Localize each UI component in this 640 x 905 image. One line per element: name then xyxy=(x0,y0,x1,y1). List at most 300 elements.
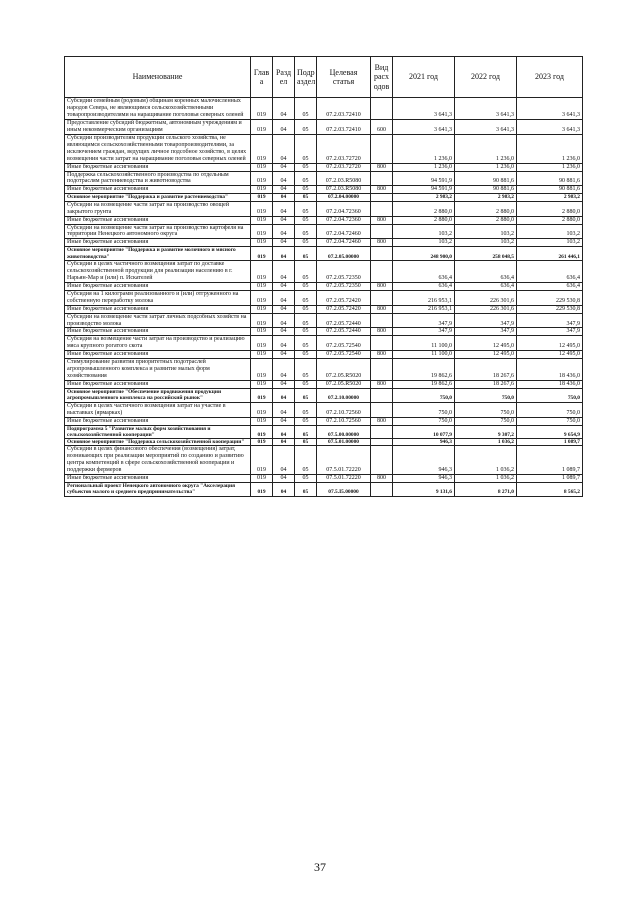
row-razdel: 04 xyxy=(273,163,295,171)
row-value-2022: 2 880,0 xyxy=(455,216,517,224)
row-target: 07.2.05.72540 xyxy=(317,351,371,359)
row-target: 07.2.10.00000 xyxy=(317,389,371,403)
row-razdel: 04 xyxy=(273,402,295,417)
row-glava: 019 xyxy=(251,119,273,134)
table-row xyxy=(65,163,583,171)
row-vid: 800 xyxy=(371,305,393,313)
row-value-2022: 90 881,6 xyxy=(455,186,517,194)
row-value-2023: 18 436,0 xyxy=(517,359,583,381)
row-razdel: 04 xyxy=(273,417,295,425)
row-target: 07.5.I5.00000 xyxy=(317,483,371,497)
row-glava: 019 xyxy=(251,186,273,194)
row-target: 07.2.05.R5020 xyxy=(317,381,371,389)
row-glava: 019 xyxy=(251,381,273,389)
row-vid: 800 xyxy=(371,351,393,359)
row-glava: 019 xyxy=(251,134,273,163)
row-value-2021: 946,3 xyxy=(393,439,455,446)
row-podrazdel: 05 xyxy=(295,425,317,439)
row-podrazdel: 05 xyxy=(295,260,317,282)
row-glava: 019 xyxy=(251,305,273,313)
row-glava: 019 xyxy=(251,328,273,336)
row-value-2021: 347,9 xyxy=(393,328,455,336)
row-name: Субсидии в целях частичного возмещения затрат по доставке сельскохозяйственной продукции для реализации населению в г. Нарьян-Мар и (или) п. Искателей xyxy=(65,260,251,282)
table-row xyxy=(65,201,583,216)
header-target: Целевая статья xyxy=(317,57,371,98)
row-name: Стимулирование развития приоритетных подотраслей агропромышленного комплекса и развитие малых форм хозяйствования xyxy=(65,359,251,381)
row-podrazdel: 05 xyxy=(295,239,317,247)
table-row xyxy=(65,313,583,328)
row-value-2022: 750,0 xyxy=(455,389,517,403)
row-podrazdel: 05 xyxy=(295,313,317,328)
table-row xyxy=(65,402,583,417)
header-2022: 2022 год xyxy=(455,57,517,98)
row-value-2021: 2 880,0 xyxy=(393,201,455,216)
row-glava: 019 xyxy=(251,201,273,216)
row-glava: 019 xyxy=(251,336,273,351)
row-name: Субсидии на возмещение части затрат на производство овощей закрытого грунта xyxy=(65,201,251,216)
row-vid xyxy=(371,336,393,351)
row-value-2021: 3 641,3 xyxy=(393,119,455,134)
row-podrazdel: 05 xyxy=(295,171,317,186)
row-value-2022: 12 495,0 xyxy=(455,351,517,359)
table-row xyxy=(65,224,583,239)
row-value-2023: 90 881,6 xyxy=(517,171,583,186)
row-value-2021: 19 862,6 xyxy=(393,381,455,389)
row-value-2021: 248 900,0 xyxy=(393,247,455,261)
row-glava: 019 xyxy=(251,402,273,417)
row-podrazdel: 05 xyxy=(295,98,317,120)
row-glava: 019 xyxy=(251,171,273,186)
row-name: Иные бюджетные ассигнования xyxy=(65,282,251,290)
row-glava: 019 xyxy=(251,163,273,171)
row-value-2023: 1 089,7 xyxy=(517,439,583,446)
row-value-2022: 636,4 xyxy=(455,282,517,290)
table-row xyxy=(65,282,583,290)
row-podrazdel: 05 xyxy=(295,483,317,497)
table-row xyxy=(65,417,583,425)
header-podrazdel: Подр аздел xyxy=(295,57,317,98)
row-name: Иные бюджетные ассигнования xyxy=(65,351,251,359)
row-value-2023: 8 565,2 xyxy=(517,483,583,497)
row-glava: 019 xyxy=(251,417,273,425)
row-value-2023: 12 495,0 xyxy=(517,336,583,351)
row-glava: 019 xyxy=(251,260,273,282)
row-target: 07.2.05.72440 xyxy=(317,313,371,328)
row-vid xyxy=(371,98,393,120)
row-razdel: 04 xyxy=(273,305,295,313)
row-razdel: 04 xyxy=(273,239,295,247)
row-target: 07.2.04.72360 xyxy=(317,216,371,224)
row-name: Иные бюджетные ассигнования xyxy=(65,475,251,483)
row-razdel: 04 xyxy=(273,119,295,134)
row-razdel: 04 xyxy=(273,171,295,186)
row-glava: 019 xyxy=(251,282,273,290)
row-vid: 800 xyxy=(371,381,393,389)
row-name: Иные бюджетные ассигнования xyxy=(65,328,251,336)
row-value-2023: 229 530,8 xyxy=(517,305,583,313)
row-podrazdel: 05 xyxy=(295,186,317,194)
row-target: 07.2.03.72410 xyxy=(317,98,371,120)
row-razdel: 04 xyxy=(273,439,295,446)
row-target: 07.2.05.72420 xyxy=(317,305,371,313)
row-razdel: 04 xyxy=(273,216,295,224)
row-razdel: 04 xyxy=(273,336,295,351)
row-value-2022: 3 641,3 xyxy=(455,119,517,134)
row-name: Субсидии семейным (родовым) общинам коренных малочисленных народов Севера, не являющимся сельскохозяйственными товаропроизводителями на наращивание поголовья северных оленей xyxy=(65,98,251,120)
table-row xyxy=(65,134,583,163)
row-podrazdel: 05 xyxy=(295,402,317,417)
row-vid xyxy=(371,483,393,497)
row-value-2023: 103,2 xyxy=(517,224,583,239)
row-razdel: 04 xyxy=(273,194,295,201)
row-name: Субсидия на 1 килограмм реализованного и (или) отгруженного на собственную переработку молока xyxy=(65,290,251,305)
row-value-2021: 10 077,9 xyxy=(393,425,455,439)
row-vid xyxy=(371,446,393,475)
row-razdel: 04 xyxy=(273,134,295,163)
row-glava: 019 xyxy=(251,425,273,439)
row-vid xyxy=(371,359,393,381)
row-value-2023: 1 236,0 xyxy=(517,163,583,171)
row-podrazdel: 05 xyxy=(295,119,317,134)
row-vid: 800 xyxy=(371,186,393,194)
row-podrazdel: 05 xyxy=(295,446,317,475)
row-value-2021: 750,0 xyxy=(393,389,455,403)
row-value-2023: 12 495,0 xyxy=(517,351,583,359)
row-razdel: 04 xyxy=(273,260,295,282)
row-value-2022: 347,9 xyxy=(455,328,517,336)
table-row xyxy=(65,119,583,134)
budget-table xyxy=(64,56,583,497)
row-glava: 019 xyxy=(251,446,273,475)
row-value-2021: 103,2 xyxy=(393,239,455,247)
row-name: Иные бюджетные ассигнования xyxy=(65,305,251,313)
row-value-2021: 750,0 xyxy=(393,417,455,425)
row-value-2022: 103,2 xyxy=(455,224,517,239)
row-target: 07.5.01.00000 xyxy=(317,439,371,446)
row-value-2022: 226 301,6 xyxy=(455,305,517,313)
row-value-2022: 226 301,6 xyxy=(455,290,517,305)
row-value-2021: 216 953,1 xyxy=(393,290,455,305)
header-vid: Вид расх одов xyxy=(371,57,393,98)
row-razdel: 04 xyxy=(273,359,295,381)
row-podrazdel: 05 xyxy=(295,224,317,239)
row-target: 07.2.05.72440 xyxy=(317,328,371,336)
row-value-2022: 103,2 xyxy=(455,239,517,247)
table-row xyxy=(65,239,583,247)
row-razdel: 04 xyxy=(273,201,295,216)
row-value-2022: 636,4 xyxy=(455,260,517,282)
row-glava: 019 xyxy=(251,359,273,381)
row-value-2022: 750,0 xyxy=(455,402,517,417)
row-name: Иные бюджетные ассигнования xyxy=(65,381,251,389)
row-value-2023: 18 436,0 xyxy=(517,381,583,389)
row-vid: 800 xyxy=(371,417,393,425)
row-name: Иные бюджетные ассигнования xyxy=(65,186,251,194)
row-value-2022: 1 036,2 xyxy=(455,475,517,483)
row-vid: 800 xyxy=(371,216,393,224)
row-value-2021: 216 953,1 xyxy=(393,305,455,313)
row-target: 07.2.05.72350 xyxy=(317,260,371,282)
row-glava: 019 xyxy=(251,475,273,483)
row-value-2021: 1 236,0 xyxy=(393,163,455,171)
row-glava: 019 xyxy=(251,98,273,120)
row-value-2022: 90 881,6 xyxy=(455,171,517,186)
row-vid xyxy=(371,224,393,239)
row-value-2023: 1 089,7 xyxy=(517,475,583,483)
row-vid xyxy=(371,439,393,446)
row-name: Региональный проект Ненецкого автономного округа "Акселерация субъектов малого и среднего предпринимательства" xyxy=(65,483,251,497)
row-value-2021: 11 100,0 xyxy=(393,351,455,359)
row-razdel: 04 xyxy=(273,290,295,305)
row-glava: 019 xyxy=(251,239,273,247)
row-glava: 019 xyxy=(251,351,273,359)
row-value-2022: 347,9 xyxy=(455,313,517,328)
row-vid: 800 xyxy=(371,475,393,483)
row-value-2022: 2 983,2 xyxy=(455,194,517,201)
row-name: Субсидии в целях финансового обеспечения (возмещения) затрат, возникающих при реализации мероприятий по созданию и развитию центра компетенций в сфере сельскохозяйственной кооперации и поддержки фермеров xyxy=(65,446,251,475)
row-value-2022: 258 048,5 xyxy=(455,247,517,261)
row-razdel: 04 xyxy=(273,224,295,239)
row-value-2023: 347,9 xyxy=(517,313,583,328)
row-glava: 019 xyxy=(251,224,273,239)
row-glava: 019 xyxy=(251,389,273,403)
table-row xyxy=(65,290,583,305)
row-value-2023: 9 654,9 xyxy=(517,425,583,439)
row-vid xyxy=(371,247,393,261)
row-value-2023: 2 983,2 xyxy=(517,194,583,201)
table-row xyxy=(65,336,583,351)
row-glava: 019 xyxy=(251,194,273,201)
row-razdel: 04 xyxy=(273,446,295,475)
header-razdel: Разд ел xyxy=(273,57,295,98)
row-vid xyxy=(371,389,393,403)
row-value-2023: 636,4 xyxy=(517,260,583,282)
row-value-2022: 3 641,3 xyxy=(455,98,517,120)
row-podrazdel: 05 xyxy=(295,282,317,290)
row-value-2023: 261 446,1 xyxy=(517,247,583,261)
table-row xyxy=(65,381,583,389)
row-glava: 019 xyxy=(251,483,273,497)
table-row xyxy=(65,171,583,186)
row-razdel: 04 xyxy=(273,389,295,403)
row-razdel: 04 xyxy=(273,381,295,389)
row-name: Предоставление субсидий бюджетным, автономным учреждениям и иным некоммерческим организациям xyxy=(65,119,251,134)
row-podrazdel: 05 xyxy=(295,351,317,359)
row-target: 07.2.04.00000 xyxy=(317,194,371,201)
row-podrazdel: 05 xyxy=(295,305,317,313)
row-podrazdel: 05 xyxy=(295,417,317,425)
row-value-2022: 750,0 xyxy=(455,417,517,425)
row-target: 07.2.03.72410 xyxy=(317,119,371,134)
row-podrazdel: 05 xyxy=(295,134,317,163)
row-vid xyxy=(371,313,393,328)
row-target: 07.2.05.00000 xyxy=(317,247,371,261)
row-value-2021: 636,4 xyxy=(393,282,455,290)
row-value-2023: 2 880,0 xyxy=(517,216,583,224)
row-vid xyxy=(371,260,393,282)
row-target: 07.2.10.72560 xyxy=(317,417,371,425)
row-glava: 019 xyxy=(251,290,273,305)
row-value-2022: 2 880,0 xyxy=(455,201,517,216)
row-podrazdel: 05 xyxy=(295,201,317,216)
row-podrazdel: 05 xyxy=(295,359,317,381)
row-target: 07.2.10.72560 xyxy=(317,402,371,417)
row-name: Иные бюджетные ассигнования xyxy=(65,239,251,247)
table-row xyxy=(65,425,583,439)
row-value-2021: 94 591,9 xyxy=(393,186,455,194)
table-row xyxy=(65,247,583,261)
row-value-2023: 2 880,0 xyxy=(517,201,583,216)
table-row xyxy=(65,216,583,224)
row-razdel: 04 xyxy=(273,98,295,120)
table-body xyxy=(65,98,583,497)
table-row xyxy=(65,446,583,475)
row-vid xyxy=(371,201,393,216)
row-glava: 019 xyxy=(251,247,273,261)
row-target: 07.2.03.R5080 xyxy=(317,186,371,194)
row-target: 07.2.04.72460 xyxy=(317,224,371,239)
row-vid xyxy=(371,194,393,201)
table-row xyxy=(65,475,583,483)
row-vid xyxy=(371,402,393,417)
row-razdel: 04 xyxy=(273,483,295,497)
table-row xyxy=(65,483,583,497)
row-podrazdel: 05 xyxy=(295,216,317,224)
row-podrazdel: 05 xyxy=(295,475,317,483)
row-value-2023: 636,4 xyxy=(517,282,583,290)
row-podrazdel: 05 xyxy=(295,336,317,351)
row-name: Иные бюджетные ассигнования xyxy=(65,417,251,425)
row-vid: 800 xyxy=(371,239,393,247)
row-razdel: 04 xyxy=(273,282,295,290)
row-razdel: 04 xyxy=(273,186,295,194)
row-podrazdel: 05 xyxy=(295,194,317,201)
row-value-2023: 750,0 xyxy=(517,417,583,425)
row-value-2021: 103,2 xyxy=(393,224,455,239)
table-row xyxy=(65,439,583,446)
row-name: Основное мероприятие "Обеспечение продвижения продукции агропромышленного комплекса на российский рынок" xyxy=(65,389,251,403)
row-value-2021: 636,4 xyxy=(393,260,455,282)
row-value-2021: 9 131,6 xyxy=(393,483,455,497)
row-target: 07.2.03.72720 xyxy=(317,163,371,171)
row-value-2023: 750,0 xyxy=(517,402,583,417)
row-podrazdel: 05 xyxy=(295,439,317,446)
row-podrazdel: 05 xyxy=(295,328,317,336)
row-value-2023: 347,9 xyxy=(517,328,583,336)
row-value-2022: 9 307,2 xyxy=(455,425,517,439)
row-value-2021: 3 641,3 xyxy=(393,98,455,120)
row-name: Субсидии в целях частичного возмещения затрат на участие в выставках (ярмарках) xyxy=(65,402,251,417)
row-value-2021: 1 236,0 xyxy=(393,134,455,163)
row-razdel: 04 xyxy=(273,328,295,336)
header-name: Наименование xyxy=(65,57,251,98)
header-2023: 2023 год xyxy=(517,57,583,98)
row-vid xyxy=(371,134,393,163)
table-row xyxy=(65,351,583,359)
row-value-2021: 347,9 xyxy=(393,313,455,328)
row-podrazdel: 05 xyxy=(295,381,317,389)
table-row xyxy=(65,389,583,403)
header-glava: Глав а xyxy=(251,57,273,98)
row-podrazdel: 05 xyxy=(295,247,317,261)
row-podrazdel: 05 xyxy=(295,389,317,403)
row-value-2021: 750,0 xyxy=(393,402,455,417)
row-razdel: 04 xyxy=(273,351,295,359)
row-value-2021: 2 983,2 xyxy=(393,194,455,201)
row-target: 07.2.05.72420 xyxy=(317,290,371,305)
row-value-2021: 11 100,0 xyxy=(393,336,455,351)
row-target: 07.2.05.72540 xyxy=(317,336,371,351)
row-target: 07.2.04.72360 xyxy=(317,201,371,216)
row-vid: 600 xyxy=(371,119,393,134)
table-row xyxy=(65,359,583,381)
row-name: Основное мероприятие "Поддержка и развитие растениеводства" xyxy=(65,194,251,201)
row-razdel: 04 xyxy=(273,247,295,261)
row-name: Основное мероприятие "Поддержка сельскохозяйственной кооперации" xyxy=(65,439,251,446)
row-podrazdel: 05 xyxy=(295,163,317,171)
row-target: 07.2.05.R5020 xyxy=(317,359,371,381)
row-value-2023: 229 530,8 xyxy=(517,290,583,305)
row-target: 07.5.01.72220 xyxy=(317,475,371,483)
row-value-2023: 3 641,3 xyxy=(517,98,583,120)
table-header xyxy=(65,57,583,98)
row-name: Поддержка сельскохозяйственного производства по отдельным подотраслям растениеводства и животноводства xyxy=(65,171,251,186)
row-name: Иные бюджетные ассигнования xyxy=(65,163,251,171)
table-row xyxy=(65,98,583,120)
row-vid xyxy=(371,425,393,439)
row-podrazdel: 05 xyxy=(295,290,317,305)
row-target: 07.2.03.72720 xyxy=(317,134,371,163)
row-glava: 019 xyxy=(251,439,273,446)
row-target: 07.2.04.72460 xyxy=(317,239,371,247)
row-value-2022: 8 271,0 xyxy=(455,483,517,497)
table-row xyxy=(65,260,583,282)
row-value-2021: 946,3 xyxy=(393,446,455,475)
row-value-2021: 19 862,6 xyxy=(393,359,455,381)
table-row xyxy=(65,305,583,313)
row-vid xyxy=(371,171,393,186)
row-target: 07.5.01.72220 xyxy=(317,446,371,475)
row-vid: 800 xyxy=(371,163,393,171)
row-vid: 800 xyxy=(371,328,393,336)
page-number: 37 xyxy=(314,860,326,874)
row-value-2021: 94 591,9 xyxy=(393,171,455,186)
row-razdel: 04 xyxy=(273,313,295,328)
row-razdel: 04 xyxy=(273,425,295,439)
row-value-2023: 1 089,7 xyxy=(517,446,583,475)
row-value-2021: 946,3 xyxy=(393,475,455,483)
row-name: Субсидии на возмещение части затрат на производство картофеля на территории Ненецкого автономного округа xyxy=(65,224,251,239)
table-row xyxy=(65,328,583,336)
row-value-2023: 1 236,0 xyxy=(517,134,583,163)
row-name: Иные бюджетные ассигнования xyxy=(65,216,251,224)
row-value-2022: 1 036,2 xyxy=(455,439,517,446)
row-value-2022: 1 236,0 xyxy=(455,163,517,171)
row-name: Субсидии на возмещение части затрат личных подсобных хозяйств на производство молока xyxy=(65,313,251,328)
table-row xyxy=(65,194,583,201)
row-razdel: 04 xyxy=(273,475,295,483)
row-value-2022: 18 267,6 xyxy=(455,381,517,389)
row-name: Субсидия на возмещение части затрат на производство и реализацию мяса крупного рогатого скота xyxy=(65,336,251,351)
row-target: 07.5.00.00000 xyxy=(317,425,371,439)
row-value-2023: 3 641,3 xyxy=(517,119,583,134)
row-target: 07.2.05.72350 xyxy=(317,282,371,290)
row-value-2021: 2 880,0 xyxy=(393,216,455,224)
header-2021: 2021 год xyxy=(393,57,455,98)
row-value-2023: 750,0 xyxy=(517,389,583,403)
row-name: Подпрограмма 5 "Развитие малых форм хозяйствования и сельскохозяйственной кооперации" xyxy=(65,425,251,439)
row-value-2022: 18 267,6 xyxy=(455,359,517,381)
